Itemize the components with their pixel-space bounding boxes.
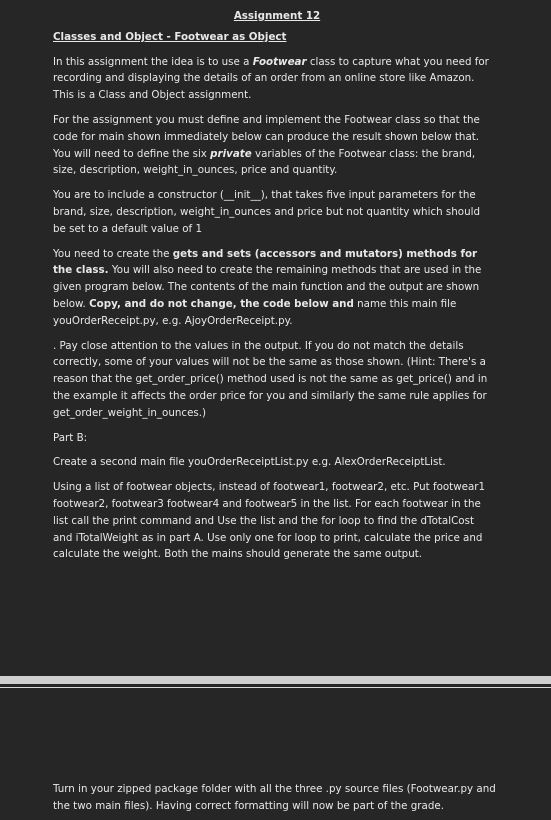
- paragraph-methods: You need to create the gets and sets (accessors and mutators) methods for the class. You will also need to create the remaining methods that are used in the given program below. The contents of the main function and the output are shown below. Copy, and do not change, the code below and name this main file youOrderReceipt.py, e.g. AjoyOrderReceipt.py.: [53, 247, 482, 327]
- document-body: [53, 8, 493, 571]
- paragraph-part-b-file: Create a second main file youOrderReceiptList.py e.g. AlexOrderReceiptList.: [53, 456, 446, 469]
- paragraph-intro: In this assignment the idea is to use a Footwear class to capture what you need for recording and displaying the details of an order from an online store like Amazon. This is a Class and Object assignment.: [53, 55, 489, 102]
- paragraph-part-b-list: Using a list of footwear objects, instead of footwear1, footwear2, etc. Put footwear1 footwear2, footwear3 footwear4 and footwear5 in the list. For each footwear in the list call the print command and Use the list and the for loop to find the dTotalCost and iTotalWeight as in part A. Use only one for loop to print, calculate the price and calculate the weight. Both the mains should generate the same output.: [53, 481, 486, 561]
- page-title: Assignment 12: [233, 10, 321, 22]
- paragraph-assignment: For the assignment you must define and implement the Footwear class so that the code for main shown immediately below can produce the result shown below that. You will need to define the six private variables of the Footwear class: the brand, size, description, weight_in_ounces, price and quantity.: [53, 113, 480, 177]
- part-b-heading: Part B:: [53, 431, 88, 444]
- paragraph-hint: . Pay close attention to the values in the output. If you do not match the details correctly, some of your values will not be the same as those shown. (Hint: There's a reason that the get_order_price() method used is not the same as get_price() and in the example it affects the order price for you and similarly the same rule applies for get_order_weight_in_ounces.): [53, 339, 488, 419]
- page-break-divider: [0, 676, 551, 684]
- section-heading: Classes and Object - Footwear as Object: [53, 30, 287, 43]
- paragraph-constructor: You are to include a constructor (__init__), that takes five input parameters for the brand, size, description, weight_in_ounces and price but not quantity which should be set to a default value of 1: [53, 189, 481, 235]
- submission-note: Turn in your zipped package folder with all the three .py source files (Footwear.py and the two main files). Having correct formatting will now be part of the grade.: [53, 783, 496, 812]
